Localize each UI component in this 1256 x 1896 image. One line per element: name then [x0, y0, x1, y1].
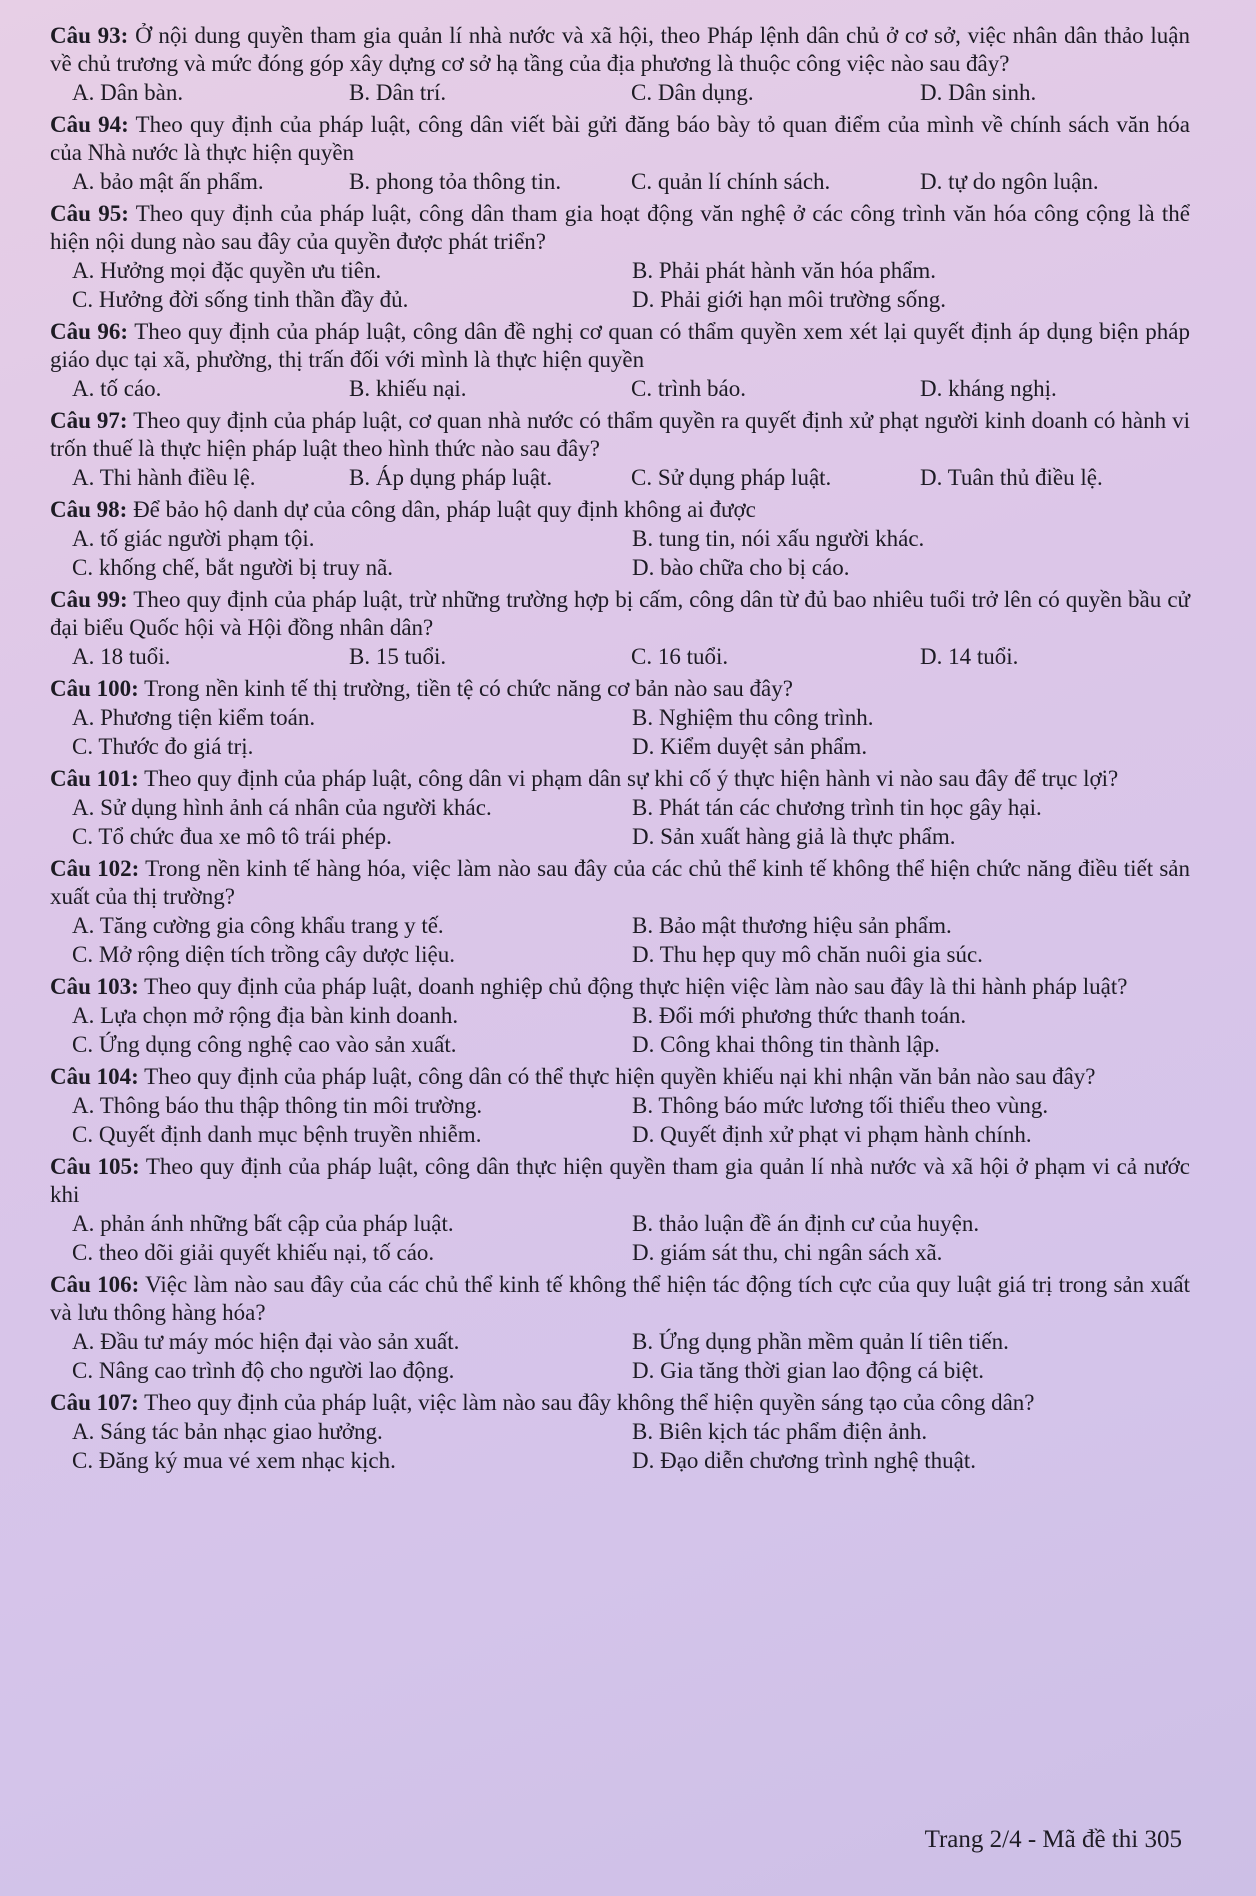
answer-option: C. Đăng ký mua vé xem nhạc kịch. — [72, 1448, 396, 1473]
answer-option: D. Sản xuất hàng giả là thực phẩm. — [632, 824, 956, 849]
answer-option: C. Mở rộng diện tích trồng cây dược liệu. — [72, 942, 455, 967]
answer-option: A. Sáng tác bản nhạc giao hưởng. — [72, 1419, 383, 1444]
question-stem — [50, 111, 1190, 167]
question — [50, 407, 1190, 492]
answer-option: D. Gia tăng thời gian lao động cá biệt. — [632, 1358, 984, 1383]
question-stem — [50, 973, 1190, 1001]
answer-option: C. trình báo. — [631, 376, 746, 401]
answer-option: C. Dân dụng. — [631, 80, 754, 105]
question — [50, 496, 1190, 582]
question-text: Để bảo hộ danh dự của công dân, pháp luật quy định không ai được — [133, 497, 756, 522]
answer-option: B. Biên kịch tác phẩm điện ảnh. — [632, 1419, 928, 1444]
answer-option: B. Ứng dụng phần mềm quản lí tiên tiến. — [632, 1329, 1009, 1354]
answer-option: C. 16 tuổi. — [631, 644, 729, 669]
question-stem — [50, 1063, 1190, 1091]
question-number: Câu 98: — [50, 497, 128, 522]
answer-options — [50, 1001, 1190, 1059]
answer-options — [50, 1327, 1190, 1385]
answer-options — [50, 463, 1190, 492]
answer-option: D. Tuân thủ điều lệ. — [920, 465, 1103, 490]
answer-option: B. khiếu nại. — [349, 376, 467, 401]
answer-option: A. phản ánh những bất cập của pháp luật. — [72, 1211, 454, 1236]
answer-options — [50, 911, 1190, 969]
question-text: Theo quy định của pháp luật, trừ những trường hợp bị cấm, công dân từ đủ bao nhiêu tuổi trở lên có quyền bầu cử đại biểu Quốc hội và Hội đồng nhân dân? — [50, 587, 1190, 640]
question-text: Theo quy định của pháp luật, việc làm nào sau đây không thể hiện quyền sáng tạo của công dân? — [144, 1390, 1035, 1415]
question-number: Câu 101: — [50, 766, 139, 791]
answer-option: D. Đạo diễn chương trình nghệ thuật. — [632, 1448, 977, 1473]
question — [50, 111, 1190, 196]
question-stem — [50, 407, 1190, 463]
answer-option: C. Nâng cao trình độ cho người lao động. — [72, 1358, 455, 1383]
answer-option: B. Bảo mật thương hiệu sản phẩm. — [632, 913, 952, 938]
answer-option: A. tố giác người phạm tội. — [72, 526, 315, 551]
answer-option: D. Quyết định xử phạt vi phạm hành chính. — [632, 1122, 1032, 1147]
answer-option: C. Tổ chức đua xe mô tô trái phép. — [72, 824, 392, 849]
answer-option: B. thảo luận đề án định cư của huyện. — [632, 1211, 980, 1236]
answer-option: A. Thi hành điều lệ. — [72, 465, 256, 490]
answer-option: A. Sử dụng hình ảnh cá nhân của người khác. — [72, 795, 492, 820]
answer-option: B. Dân trí. — [349, 80, 447, 105]
question-text: Theo quy định của pháp luật, công dân thực hiện quyền tham gia quản lí nhà nước và xã hội ở phạm vi cả nước khi — [50, 1154, 1191, 1207]
question-stem — [50, 22, 1190, 78]
question — [50, 1389, 1190, 1475]
question-text: Theo quy định của pháp luật, công dân viết bài gửi đăng báo bày tỏ quan điểm của mình về chính sách văn hóa của Nhà nước là thực hiện quyền — [50, 112, 1191, 165]
answer-option: D. Công khai thông tin thành lập. — [632, 1032, 940, 1057]
question-number: Câu 96: — [50, 319, 129, 344]
question-stem — [50, 200, 1190, 256]
answer-option: C. Quyết định danh mục bệnh truyền nhiễm. — [72, 1122, 482, 1147]
question-stem — [50, 496, 1190, 524]
question — [50, 22, 1190, 107]
question-number: Câu 102: — [50, 856, 140, 881]
question — [50, 1271, 1190, 1385]
question-text: Theo quy định của pháp luật, công dân vi phạm dân sự khi cố ý thực hiện hành vi nào sau đây để trục lợi? — [144, 766, 1119, 791]
question — [50, 765, 1190, 851]
question — [50, 318, 1190, 403]
answer-options — [50, 703, 1190, 761]
answer-option: D. Phải giới hạn môi trường sống. — [632, 287, 947, 312]
answer-option: B. Thông báo mức lương tối thiểu theo vùng. — [632, 1093, 1049, 1118]
question-text: Ở nội dung quyền tham gia quản lí nhà nước và xã hội, theo Pháp lệnh dân chủ ở cơ sở, việc nhân dân thảo luận về chủ trương và mức đóng góp xây dựng cơ sở hạ tầng của địa phương là thuộc công việc nào sau đây? — [50, 23, 1191, 76]
answer-option: B. Áp dụng pháp luật. — [349, 465, 553, 490]
question — [50, 200, 1190, 314]
answer-option: D. 14 tuổi. — [920, 644, 1019, 669]
question-number: Câu 99: — [50, 587, 128, 612]
question — [50, 1153, 1190, 1267]
question-stem — [50, 765, 1190, 793]
answer-options — [50, 1209, 1190, 1267]
answer-options — [50, 374, 1190, 403]
answer-option: C. khống chế, bắt người bị truy nã. — [72, 555, 394, 580]
question-text: Theo quy định của pháp luật, công dân tham gia hoạt động văn nghệ ở các công trình văn hóa công cộng là thể hiện nội dung nào sau đây của quyền được phát triển? — [50, 201, 1191, 254]
answer-option: B. Nghiệm thu công trình. — [632, 705, 874, 730]
answer-option: D. Dân sinh. — [920, 80, 1037, 105]
question — [50, 1063, 1190, 1149]
answer-option: A. Dân bàn. — [72, 80, 184, 105]
answer-option: A. Hưởng mọi đặc quyền ưu tiên. — [72, 258, 382, 283]
answer-option: A. 18 tuổi. — [72, 644, 171, 669]
answer-option: B. Đổi mới phương thức thanh toán. — [632, 1003, 967, 1028]
page-footer: Trang 2/4 - Mã đề thi 305 — [924, 1826, 1182, 1853]
question-number: Câu 104: — [50, 1064, 139, 1089]
answer-options — [50, 1091, 1190, 1149]
answer-option: A. bảo mật ấn phẩm. — [72, 169, 264, 194]
answer-option: A. Phương tiện kiểm toán. — [72, 705, 316, 730]
answer-option: A. Đầu tư máy móc hiện đại vào sản xuất. — [72, 1329, 460, 1354]
answer-options — [50, 524, 1190, 582]
question-text: Theo quy định của pháp luật, công dân đề nghị cơ quan có thẩm quyền xem xét lại quyết định áp dụng biện pháp giáo dục tại xã, phường, thị trấn đối với mình là thực hiện quyền — [50, 319, 1190, 372]
question-list — [50, 22, 1190, 1475]
question-number: Câu 97: — [50, 408, 128, 433]
answer-option: C. Hưởng đời sống tinh thần đầy đủ. — [72, 287, 409, 312]
question-stem — [50, 1271, 1190, 1327]
answer-option: C. theo dõi giải quyết khiếu nại, tố cáo. — [72, 1240, 435, 1265]
answer-options — [50, 793, 1190, 851]
question-number: Câu 103: — [50, 974, 139, 999]
answer-option: A. tố cáo. — [72, 376, 162, 401]
question-number: Câu 106: — [50, 1272, 140, 1297]
answer-option: B. tung tin, nói xấu người khác. — [632, 526, 925, 551]
answer-option: B. Phải phát hành văn hóa phẩm. — [632, 258, 937, 283]
answer-option: C. quản lí chính sách. — [631, 169, 831, 194]
answer-options — [50, 78, 1190, 107]
question-text: Trong nền kinh tế thị trường, tiền tệ có chức năng cơ bản nào sau đây? — [144, 676, 793, 701]
question-number: Câu 107: — [50, 1390, 139, 1415]
question-number: Câu 94: — [50, 112, 129, 137]
question-text: Theo quy định của pháp luật, doanh nghiệp chủ động thực hiện việc làm nào sau đây là thi hành pháp luật? — [144, 974, 1128, 999]
answer-option: D. Kiểm duyệt sản phẩm. — [632, 734, 868, 759]
question-stem — [50, 586, 1190, 642]
question-number: Câu 95: — [50, 201, 129, 226]
answer-option: A. Tăng cường gia công khẩu trang y tế. — [72, 913, 444, 938]
question — [50, 973, 1190, 1059]
answer-option: B. Phát tán các chương trình tin học gây hại. — [632, 795, 1042, 820]
answer-option: D. bào chữa cho bị cáo. — [632, 555, 850, 580]
question-stem — [50, 675, 1190, 703]
question-number: Câu 105: — [50, 1154, 140, 1179]
question — [50, 855, 1190, 969]
question — [50, 675, 1190, 761]
question-stem — [50, 318, 1190, 374]
question-text: Theo quy định của pháp luật, công dân có thể thực hiện quyền khiếu nại khi nhận văn bản nào sau đây? — [144, 1064, 1096, 1089]
answer-option: B. phong tỏa thông tin. — [349, 169, 562, 194]
question-stem — [50, 855, 1190, 911]
question-number: Câu 93: — [50, 23, 129, 48]
answer-option: A. Thông báo thu thập thông tin môi trường. — [72, 1093, 483, 1118]
answer-options — [50, 1417, 1190, 1475]
answer-option: C. Ứng dụng công nghệ cao vào sản xuất. — [72, 1032, 457, 1057]
question-text: Theo quy định của pháp luật, cơ quan nhà nước có thẩm quyền ra quyết định xử phạt người kinh doanh có hành vi trốn thuế là thực hiện pháp luật theo hình thức nào sau đây? — [50, 408, 1191, 461]
answer-option: D. giám sát thu, chi ngân sách xã. — [632, 1240, 943, 1265]
answer-option: C. Sử dụng pháp luật. — [631, 465, 832, 490]
question-stem — [50, 1153, 1190, 1209]
question-number: Câu 100: — [50, 676, 139, 701]
answer-options — [50, 256, 1190, 314]
answer-options — [50, 167, 1190, 196]
answer-option: D. Thu hẹp quy mô chăn nuôi gia súc. — [632, 942, 983, 967]
question-text: Trong nền kinh tế hàng hóa, việc làm nào sau đây của các chủ thể kinh tế không thể hiện chức năng điều tiết sản xuất của thị trường? — [50, 856, 1190, 909]
question-stem — [50, 1389, 1190, 1417]
question-text: Việc làm nào sau đây của các chủ thể kinh tế không thể hiện tác động tích cực của quy luật giá trị trong sản xuất và lưu thông hàng hóa? — [50, 1272, 1190, 1325]
question — [50, 586, 1190, 671]
answer-option: D. kháng nghị. — [920, 376, 1057, 401]
answer-option: A. Lựa chọn mở rộng địa bàn kinh doanh. — [72, 1003, 459, 1028]
answer-option: B. 15 tuổi. — [349, 644, 447, 669]
answer-option: C. Thước đo giá trị. — [72, 734, 254, 759]
answer-option: D. tự do ngôn luận. — [920, 169, 1099, 194]
answer-options — [50, 642, 1190, 671]
